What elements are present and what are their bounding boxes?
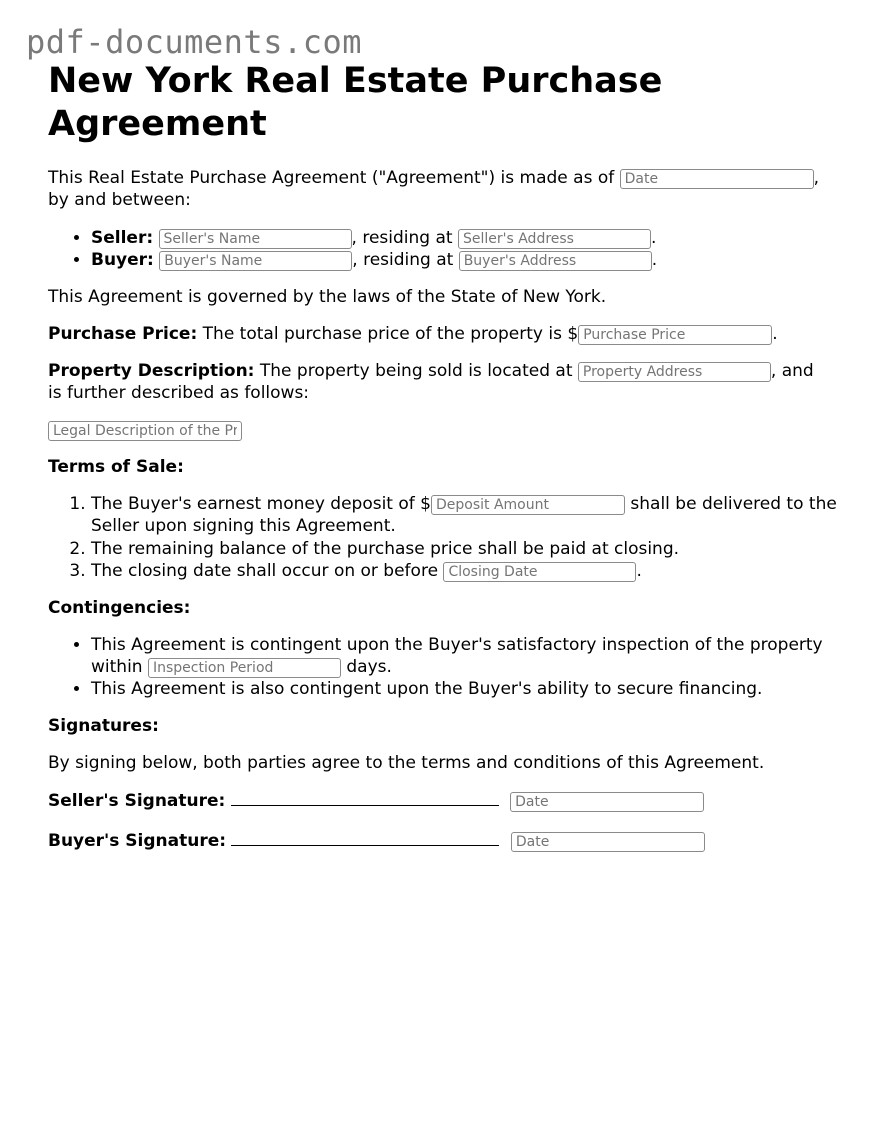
page-title: New York Real Estate Purchase Agreement [48,61,663,144]
list-item [91,227,838,249]
buyer-signature-line[interactable] [231,829,499,846]
period: . [651,249,658,270]
purchase-price-paragraph [48,323,838,345]
period: . [636,560,642,581]
intro-comma: , [813,168,820,189]
list-item: 2. The remaining balance of the purchase price shall be paid at closing. [91,538,838,560]
purchase-price-text: The total purchase price of the property is $ [202,323,579,344]
document-body [48,60,838,869]
property-text: The property being sold is located at [259,360,573,381]
legal-description-paragraph [48,419,838,441]
signatures-heading: Signatures: [48,716,159,737]
list-item [91,560,838,582]
signatures-statement: By signing below, both parties agree to the terms and conditions of this Agreement. [48,753,765,774]
seller-signature-row [48,789,838,812]
intro-paragraph [48,167,838,211]
seller-signature-date-input[interactable] [510,792,704,812]
list-item [91,249,838,271]
terms-list [48,493,838,581]
contingency-1-days: days. [346,656,392,677]
list-item [91,493,838,537]
legal-description-input[interactable] [48,421,242,441]
buyer-signature-label: Buyer's Signature: [48,831,227,852]
governing-law: This Agreement is governed by the laws of the State of New York. [48,286,607,307]
term-3-text: The closing date shall occur on or before [91,560,439,581]
closing-date-input[interactable] [443,562,636,582]
seller-signature-label: Seller's Signature: [48,791,226,812]
property-line2: is further described as follows: [48,383,310,404]
buyer-name-input[interactable] [159,251,352,271]
purchase-price-label: Purchase Price: [48,323,198,344]
seller-signature-line[interactable] [231,789,499,806]
property-label: Property Description: [48,360,255,381]
contingencies-heading: Contingencies: [48,597,191,618]
seller-name-input[interactable] [159,229,352,249]
deposit-amount-input[interactable] [431,495,625,515]
term-1-text: The Buyer's earnest money deposit of $ [91,494,431,515]
purchase-price-input[interactable] [578,325,772,345]
list-item [91,634,838,678]
list-item: • This Agreement is also contingent upon the Buyer's ability to secure financing. [91,678,838,700]
property-and: , and [770,360,814,381]
property-paragraph [48,360,838,404]
buyer-signature-date-input[interactable] [511,832,705,852]
term-1-after: shall be delivered to the Seller upon signing this Agreement. [91,494,837,537]
seller-address-input[interactable] [458,229,651,249]
inspection-period-input[interactable] [148,658,341,678]
intro-line2: by and between: [48,190,191,211]
intro-text: This Real Estate Purchase Agreement ("Agreement") is made as of [48,168,615,189]
agreement-date-input[interactable] [620,169,814,189]
period: . [772,323,778,344]
buyer-label: Buyer: [91,249,154,270]
residing-text: , residing at [351,227,453,248]
terms-heading: Terms of Sale: [48,457,184,478]
seller-label: Seller: [91,227,154,248]
period: . [650,227,657,248]
contingencies-list [48,634,838,700]
residing-text: , residing at [352,249,454,270]
watermark: pdf-documents.com [26,23,363,61]
contingency-1-text: This Agreement is contingent upon the Buyer's satisfactory inspection of the property within [91,634,823,677]
parties-list [48,227,838,271]
buyer-address-input[interactable] [459,251,652,271]
property-address-input[interactable] [578,362,771,382]
buyer-signature-row [48,829,838,852]
